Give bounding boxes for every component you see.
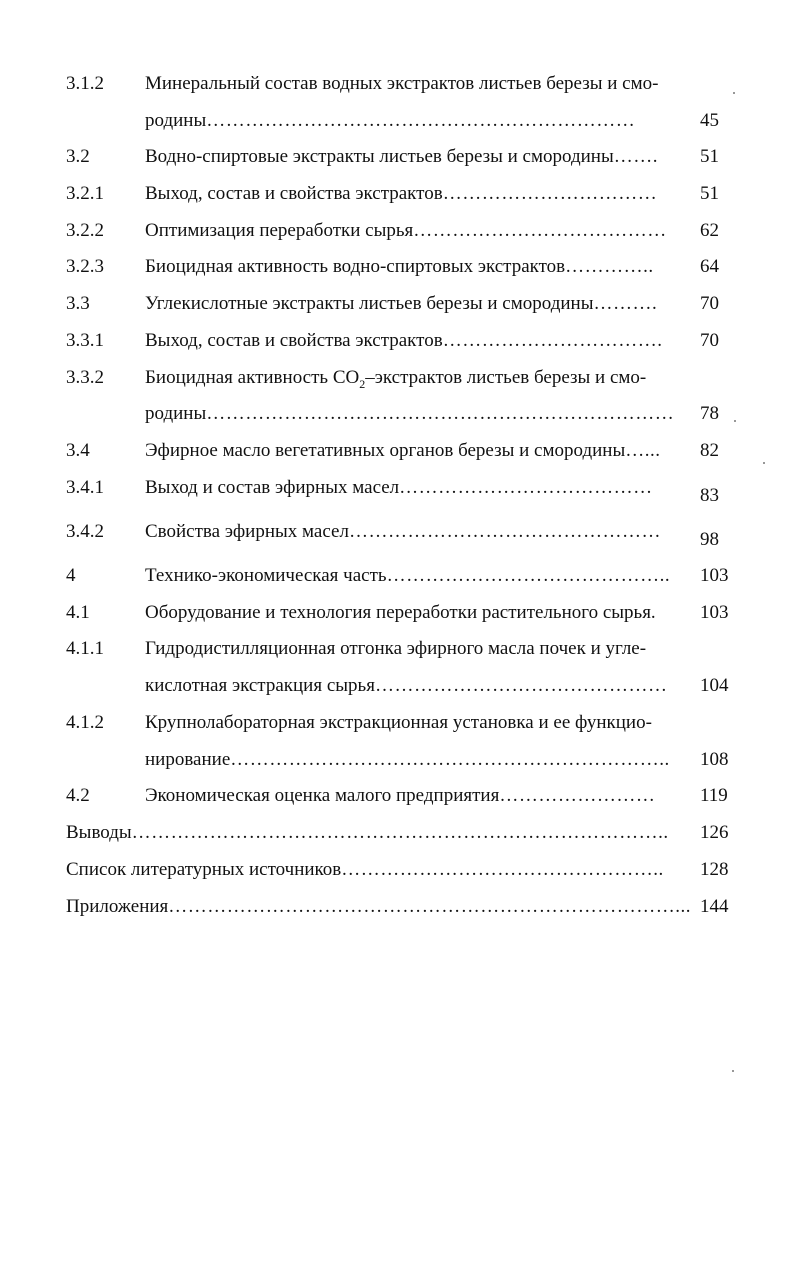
toc-entry-title: Оптимизация переработки сырья………………………………… bbox=[145, 220, 667, 241]
toc-entry-title: Список литературных источников………………………………………….. bbox=[66, 859, 664, 880]
toc-entry-number: 3.2 bbox=[66, 146, 90, 167]
toc-entry-number: 3.2.3 bbox=[66, 256, 104, 277]
toc-entry-title: Свойства эфирных масел………………………………………… bbox=[145, 521, 661, 542]
toc-entry-page: 126 bbox=[700, 822, 729, 843]
toc-leader-dots: ………………………………………………………… bbox=[206, 110, 636, 131]
toc-leader-dots: ……. bbox=[613, 146, 658, 167]
toc-entry-page: 98 bbox=[700, 529, 719, 550]
toc-entry-title: Эфирное масло вегетативных органов березы и смородины…... bbox=[145, 440, 661, 461]
toc-entry-page: 83 bbox=[700, 485, 719, 506]
toc-entry-number: 4.1 bbox=[66, 602, 90, 623]
toc-leader-dots: ………………………………………… bbox=[348, 521, 661, 542]
toc-leader-dots: ………………………………………….. bbox=[341, 859, 664, 880]
toc-entry-page: 108 bbox=[700, 749, 729, 770]
toc-leader-dots: …... bbox=[625, 440, 661, 461]
toc-leader-dots: ………………………………… bbox=[399, 477, 653, 498]
toc-entry-title-continued: родины……………………………………………………………… bbox=[145, 403, 675, 424]
toc-entry-number: 4 bbox=[66, 565, 76, 586]
toc-entry-page: 70 bbox=[700, 293, 719, 314]
toc-entry-title-continued: нирование………………………………………………………….. bbox=[145, 749, 670, 770]
toc-entry-page: 62 bbox=[700, 220, 719, 241]
toc-leader-dots: ………………………………………………………….. bbox=[230, 749, 670, 770]
toc-leader-dots: ……………………………………… bbox=[374, 675, 668, 696]
toc-entry-title-continued: родины………………………………………………………… bbox=[145, 110, 636, 131]
toc-leader-dots: ……………………………………………………………………….. bbox=[131, 822, 669, 843]
toc-entry-page: 119 bbox=[700, 785, 728, 806]
toc-entry-page: 70 bbox=[700, 330, 719, 351]
toc-entry-page: 78 bbox=[700, 403, 719, 424]
scan-speck bbox=[763, 462, 765, 464]
toc-entry-number: 3.3.2 bbox=[66, 367, 104, 388]
toc-entry-title: Минеральный состав водных экстрактов листьев березы и смо- bbox=[145, 73, 659, 94]
toc-leader-dots: ……………………………. bbox=[442, 330, 663, 351]
toc-entry-page: 51 bbox=[700, 146, 719, 167]
toc-entry-page: 64 bbox=[700, 256, 719, 277]
toc-entry-title-continued: кислотная экстракция сырья……………………………………… bbox=[145, 675, 668, 696]
toc-leader-dots: …………………………… bbox=[442, 183, 658, 204]
toc-leader-dots: …………………………………….. bbox=[386, 565, 671, 586]
toc-entry-number: 3.4 bbox=[66, 440, 90, 461]
subscript-2: 2 bbox=[359, 376, 366, 391]
toc-entry-number: 3.4.2 bbox=[66, 521, 104, 542]
toc-entry-title: Выводы……………………………………………………………………….. bbox=[66, 822, 669, 843]
toc-entry-page: 104 bbox=[700, 675, 729, 696]
toc-entry-page: 103 bbox=[700, 565, 729, 586]
toc-entry-number: 3.2.2 bbox=[66, 220, 104, 241]
toc-entry-title: Выход и состав эфирных масел………………………………… bbox=[145, 477, 653, 498]
toc-leader-dots: …………………… bbox=[499, 785, 656, 806]
scan-speck bbox=[734, 420, 736, 422]
scan-speck bbox=[733, 92, 735, 94]
toc-entry-number: 4.1.1 bbox=[66, 638, 104, 659]
toc-entry-title: Углекислотные экстракты листьев березы и смородины………. bbox=[145, 293, 658, 314]
toc-entry-number: 3.4.1 bbox=[66, 477, 104, 498]
toc-entry-page: 82 bbox=[700, 440, 719, 461]
toc-entry-number: 4.2 bbox=[66, 785, 90, 806]
toc-entry-title: Оборудование и технология переработки растительного сырья. bbox=[145, 602, 656, 623]
toc-leader-dots: ……………………………………………………………………... bbox=[168, 896, 692, 917]
toc-entry-title: Технико-экономическая часть…………………………………….. bbox=[145, 565, 671, 586]
toc-entry-title: Выход, состав и свойства экстрактов…………………………… bbox=[145, 183, 658, 204]
toc-leader-dots: ………….. bbox=[565, 256, 654, 277]
toc-entry-title: Водно-спиртовые экстракты листьев березы и смородины……. bbox=[145, 146, 658, 167]
toc-entry-title: Крупнолабораторная экстракционная установка и ее функцио- bbox=[145, 712, 652, 733]
toc-entry-title: Гидродистилляционная отгонка эфирного масла почек и угле- bbox=[145, 638, 647, 659]
toc-entry-title: Биоцидная активность $СО_2$–экстрактов листьев березы и смо- bbox=[145, 367, 647, 391]
toc-entry-title: Выход, состав и свойства экстрактов……………………………. bbox=[145, 330, 663, 351]
toc-entry-title: Биоцидная активность водно-спиртовых экстрактов………….. bbox=[145, 256, 654, 277]
toc-entry-page: 103 bbox=[700, 602, 729, 623]
toc-leader-dots: ………………………………… bbox=[413, 220, 667, 241]
toc-entry-page: 45 bbox=[700, 110, 719, 131]
toc-entry-number: 3.3.1 bbox=[66, 330, 104, 351]
toc-entry-title: Экономическая оценка малого предприятия…………………… bbox=[145, 785, 656, 806]
toc-entry-number: 3.2.1 bbox=[66, 183, 104, 204]
toc-entry-title: Приложения……………………………………………………………………... bbox=[66, 896, 692, 917]
toc-leader-dots: ………. bbox=[593, 293, 658, 314]
scan-speck bbox=[732, 1070, 734, 1072]
toc-entry-number: 3.3 bbox=[66, 293, 90, 314]
toc-entry-page: 144 bbox=[700, 896, 729, 917]
toc-entry-number: 3.1.2 bbox=[66, 73, 104, 94]
toc-entry-number: 4.1.2 bbox=[66, 712, 104, 733]
toc-leader-dots: ……………………………………………………………… bbox=[206, 403, 675, 424]
toc-entry-page: 128 bbox=[700, 859, 729, 880]
toc-entry-page: 51 bbox=[700, 183, 719, 204]
